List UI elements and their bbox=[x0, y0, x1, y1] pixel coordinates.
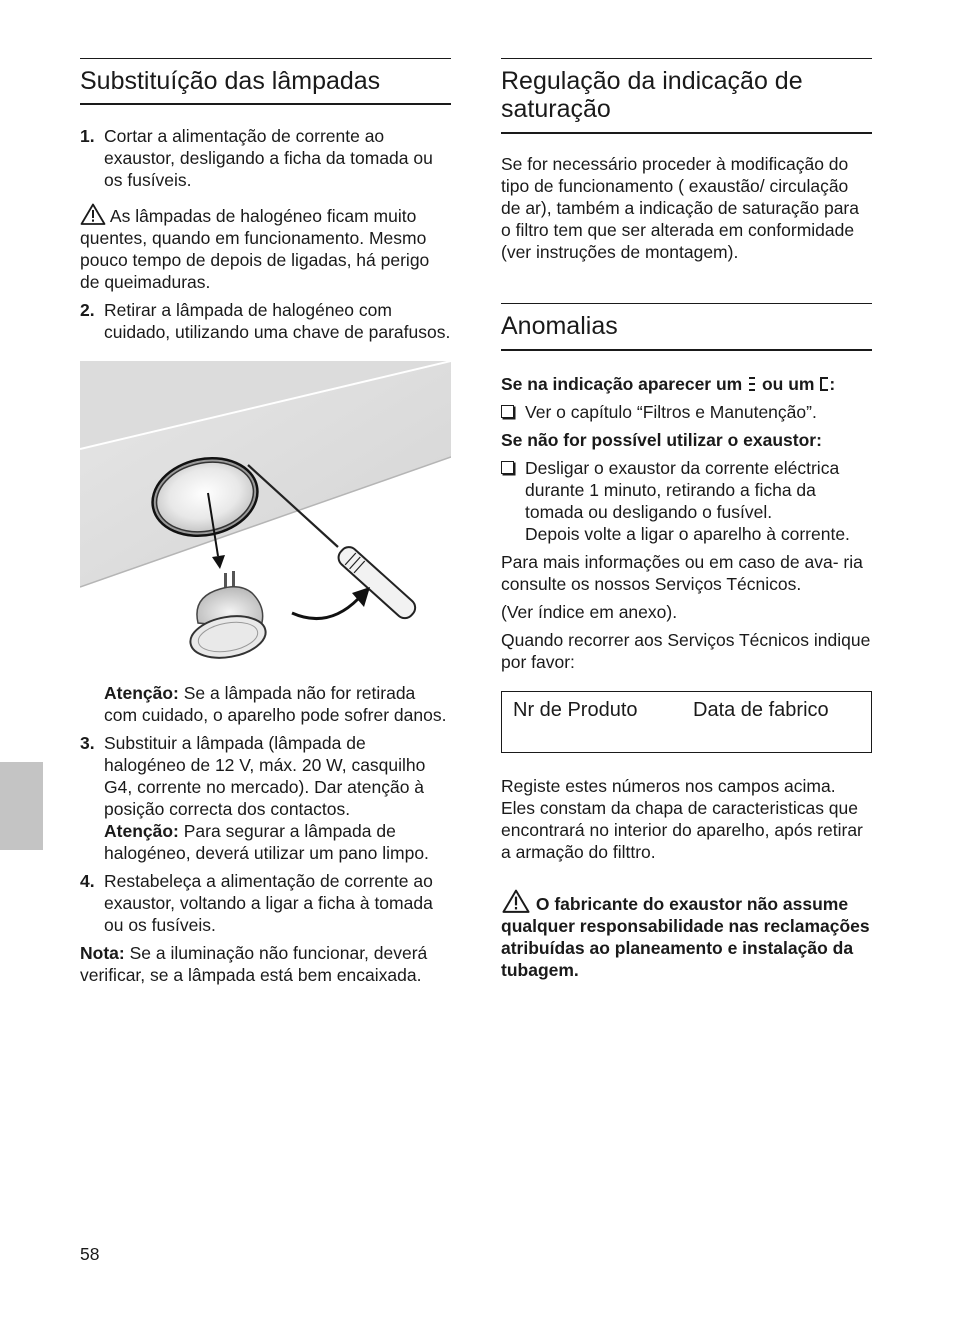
note-paragraph bbox=[80, 942, 451, 986]
product-info-box bbox=[501, 691, 872, 753]
attention-note-1 bbox=[80, 682, 451, 726]
info-paragraph: Para mais informações ou em caso de ava- ria consulte os nossos Serviços Técnicos. bbox=[501, 552, 863, 594]
checkbox-icon bbox=[501, 405, 514, 418]
warning-triangle-icon bbox=[501, 889, 531, 913]
note-text: Se a iluminação não funcionar, deverá verificar, se a lâmpada está bem encaixada. bbox=[80, 943, 428, 985]
step-text: Restabeleça a alimentação de corrente ao exaustor, voltando a ligar a ficha à tomada ou os fusíveis. bbox=[104, 871, 433, 935]
info-paragraph: (Ver índice em anexo). bbox=[501, 602, 678, 622]
section-title-anomalies: Anomalias bbox=[501, 303, 872, 351]
answer-text: Desligar o exaustor da corrente eléctrica durante 1 minuto, retirando a ficha da tomada ou desligando o fusível. bbox=[525, 458, 840, 522]
question-not-possible: Se não for possível utilizar o exaustor: bbox=[501, 430, 822, 450]
manufacture-date-label: Data de fabrico bbox=[693, 699, 829, 721]
section-title-saturation: Regulação da indicação de saturação bbox=[501, 58, 872, 134]
warning-text: As lâmpadas de halogéneo ficam muito quentes, quando em funcionamento. Mesmo pouco tempo de depois de ligadas, há perigo de queimaduras. bbox=[80, 206, 430, 292]
step-1 bbox=[80, 125, 451, 191]
warning-paragraph bbox=[80, 203, 451, 293]
step-text: Cortar a alimentação de corrente ao exaustor, desligando a ficha da tomada ou os fusíveis. bbox=[104, 126, 433, 190]
note-label: Nota: bbox=[80, 943, 125, 963]
step-number: 4. bbox=[80, 871, 95, 891]
checkbox-icon bbox=[501, 461, 514, 474]
left-column bbox=[80, 58, 451, 986]
answer-text: Ver o capítulo “Filtros e Manutenção”. bbox=[525, 402, 817, 422]
step-3 bbox=[80, 732, 451, 864]
right-column bbox=[501, 58, 872, 981]
attention-text: Para segurar a lâmpada de halogéneo, deverá utilizar um pano limpo. bbox=[104, 821, 429, 863]
step-2 bbox=[80, 299, 451, 343]
list-item bbox=[501, 457, 872, 545]
question-colon: : bbox=[829, 374, 836, 394]
step-text: Substituir a lâmpada (lâmpada de halogéneo de 12 V, máx. 20 W, casquilho G4, corrente no mercado). Dar atenção à posição correcta dos contactos. bbox=[104, 733, 426, 819]
attention-label: Atenção: bbox=[104, 821, 179, 841]
question-text: Se na indicação aparecer um bbox=[501, 374, 743, 394]
list-item bbox=[501, 401, 872, 423]
section-title-lamps: Substituíção das lâmpadas bbox=[80, 58, 451, 105]
step-number: 1. bbox=[80, 126, 95, 146]
answer-text: Depois volte a ligar o aparelho à corrente. bbox=[525, 524, 850, 544]
attention-text: Se a lâmpada não for retirada com cuidado, o aparelho pode sofrer danos. bbox=[104, 683, 447, 725]
saturation-paragraph: Se for necessário proceder à modificação do tipo de funcionamento ( exaustão/ circulação de ar), também a indicação de saturação para o filtro tem que ser alterada em conformidade (ver instruções de montagem). bbox=[501, 154, 859, 262]
warning-triangle-icon bbox=[80, 203, 106, 225]
step-4 bbox=[80, 870, 451, 936]
question-text: ou um bbox=[761, 374, 815, 394]
product-number-label: Nr de Produto bbox=[513, 699, 638, 721]
question-display bbox=[501, 373, 872, 395]
register-paragraph: Registe estes números nos campos acima. Eles constam da chapa de caracteristicas que encontrará no interior do aparelho, após retirar a armação do filttro. bbox=[501, 776, 863, 862]
warning-text: O fabricante do exaustor não assume qualquer responsabilidade nas reclamações atribuídas ao planeamento e instalação da tubagem. bbox=[501, 894, 870, 980]
lamp-replacement-illustration bbox=[80, 361, 451, 667]
step-number: 2. bbox=[80, 300, 95, 320]
step-number: 3. bbox=[80, 733, 95, 753]
display-segment-c-icon bbox=[819, 376, 829, 392]
display-segment-e-icon bbox=[747, 376, 757, 392]
info-paragraph: Quando recorrer aos Serviços Técnicos indique por favor: bbox=[501, 630, 871, 672]
section-tab bbox=[0, 762, 43, 850]
attention-label: Atenção: bbox=[104, 683, 179, 703]
manufacturer-warning bbox=[501, 889, 872, 981]
step-text: Retirar a lâmpada de halogéneo com cuidado, utilizando uma chave de parafusos. bbox=[104, 300, 451, 342]
page-number: 58 bbox=[80, 1244, 100, 1264]
